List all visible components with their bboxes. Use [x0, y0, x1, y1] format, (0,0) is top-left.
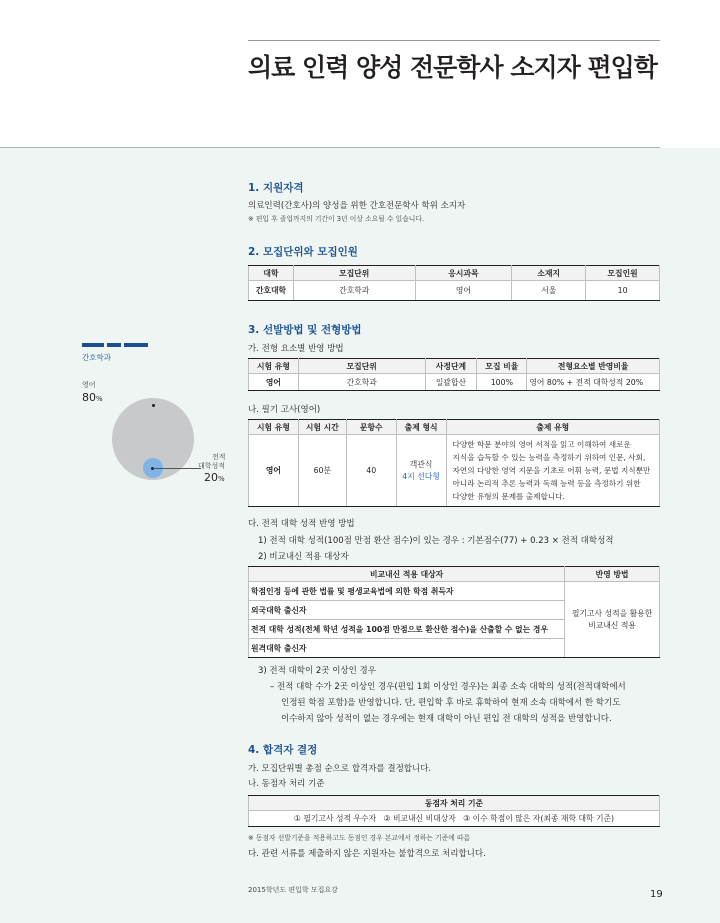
method-line: 비교내신 적용 — [588, 620, 636, 630]
pie-label-prior-2: 대학성적 — [198, 462, 226, 470]
td-unit: 간호학과 — [298, 374, 425, 391]
td-target: 학점인정 등에 관한 법률 및 평생교육법에 의한 학점 취득자 — [249, 582, 565, 601]
pie-value-prior-grades: 20% — [204, 471, 225, 484]
th-format: 출제 형식 — [396, 420, 446, 435]
td-subject: 영어 — [415, 281, 512, 301]
section-1-note: ※ 편입 후 졸업까지의 기간이 3년 이상 소요될 수 있습니다. — [248, 215, 425, 223]
format-multiple-choice: 4지 선다형 — [402, 471, 440, 481]
section-3b-heading: 나. 필기 고사(영어) — [248, 405, 321, 415]
th-exam-type: 시험 유형 — [249, 359, 299, 374]
th-weight: 전형요소별 반영비율 — [527, 359, 660, 374]
tie-break-table — [248, 795, 660, 827]
th-subject: 응시과목 — [415, 266, 512, 281]
written-exam-table — [248, 419, 660, 507]
th-unit: 모집단위 — [298, 359, 425, 374]
section-4a: 가. 모집단위별 총점 순으로 합격자를 결정합니다. — [248, 764, 432, 774]
th-quota: 모집인원 — [586, 266, 660, 281]
pie-value-english: 80% — [82, 391, 103, 404]
section-4c: 다. 관련 서류를 제출하지 않은 지원자는 불합격으로 처리합니다. — [248, 849, 486, 859]
th-ratio: 모집 비율 — [477, 359, 527, 374]
desc-line: 다양한 유형의 문제를 출제합니다. — [452, 492, 565, 501]
page-number: 19 — [650, 889, 663, 900]
section-1-title: 1. 지원자격 — [248, 182, 304, 194]
desc-line: 지식을 습득할 수 있는 능력을 측정하기 위하여 인문, 사회, — [452, 453, 646, 462]
selection-ratio-table — [248, 358, 660, 391]
th-location: 소재지 — [512, 266, 586, 281]
td-exam-time: 60분 — [298, 435, 346, 507]
th-tie-break: 동점자 처리 기준 — [249, 796, 660, 811]
th-item-count: 문항수 — [346, 420, 396, 435]
th-method: 반영 방법 — [565, 567, 660, 582]
format-objective: 객관식 — [409, 459, 433, 469]
sidebar-dept-label: 간호학과 — [82, 353, 111, 362]
section-4b: 나. 동점자 처리 기준 — [248, 779, 325, 789]
td-target: 전적 대학 성적(전체 학년 성적을 100점 만점으로 환산한 점수)을 산출할 수 없는 경우 — [249, 620, 565, 639]
th-unit: 모집단위 — [293, 266, 415, 281]
section-2-title: 2. 모집단위와 모집인원 — [248, 246, 358, 258]
pie-label-prior-1: 전적 — [212, 453, 226, 461]
method-line: 필기고사 성적을 활용한 — [571, 608, 653, 618]
td-unit: 간호학과 — [293, 281, 415, 301]
td-stage: 일괄합산 — [425, 374, 477, 391]
td-quota: 10 — [586, 281, 660, 301]
page-title: 의료 인력 양성 전문학사 소지자 편입학 — [248, 53, 657, 82]
td-ratio: 100% — [477, 374, 527, 391]
th-stage: 사정단계 — [425, 359, 477, 374]
section-3a-heading: 가. 전형 요소별 반영 방법 — [248, 344, 344, 354]
section-3-title: 3. 선발방법 및 전형방법 — [248, 324, 362, 336]
td-question-desc — [446, 435, 659, 507]
section-3c-heading: 다. 전적 대학 성적 반영 방법 — [248, 519, 355, 529]
section-3c-item3-line: – 전적 대학 수가 2곳 이상인 경우(편입 1회 이상인 경우)는 최종 소속 대학의 성적(전적대학에서 — [270, 682, 626, 692]
td-method — [565, 582, 660, 658]
pie-label-english: 영어 — [82, 381, 96, 389]
section-3c-item2: 2) 비교내신 적용 대상자 — [258, 552, 349, 562]
td-exam-type: 영어 — [249, 374, 299, 391]
desc-line: 아니라 논리적 추론 능력과 독해 능력 등을 측정하기 위한 — [452, 479, 641, 488]
page-header — [0, 0, 720, 148]
td-format — [396, 435, 446, 507]
td-target: 외국대학 출신자 — [249, 601, 565, 620]
section-1-body: 의료인력(간호사)의 양성을 위한 간호전문학사 학위 소지자 — [248, 201, 466, 211]
desc-line: 자연의 다양한 영역 지문을 기초로 어휘 능력, 문법 지식뿐만 — [452, 466, 651, 475]
th-exam-time: 시험 시간 — [298, 420, 346, 435]
pie-leader-line — [153, 468, 201, 469]
td-target: 원격대학 출신자 — [249, 639, 565, 658]
header-rule — [248, 40, 660, 41]
section-3c-item3: 3) 전적 대학이 2곳 이상인 경우 — [258, 666, 376, 676]
pie-marker-english — [152, 404, 155, 407]
td-weight: 영어 80% + 전적 대학성적 20% — [527, 374, 660, 391]
desc-line: 다양한 학문 분야의 영어 서적을 읽고 이해하여 새로운 — [452, 440, 631, 449]
section-3c-item3-line: 이수하지 않아 성적이 없는 경우에는 현재 대학이 아닌 편입 전 대학의 성적을 반영합니다. — [281, 714, 612, 724]
th-question-type: 출제 유형 — [446, 420, 659, 435]
td-item-count: 40 — [346, 435, 396, 507]
section-3c-item1: 1) 전적 대학 성적(100점 만점 환산 점수)이 있는 경우 : 기본점수(77) + 0.23 × 전적 대학성적 — [258, 536, 614, 546]
section-4-title: 4. 합격자 결정 — [248, 744, 318, 756]
comparative-grade-table — [248, 566, 660, 658]
recruitment-table — [248, 265, 660, 301]
td-exam-type: 영어 — [249, 435, 299, 507]
th-target: 비교내신 적용 대상자 — [249, 567, 565, 582]
th-exam-type: 시험 유형 — [249, 420, 299, 435]
section-4-note: ※ 동점자 선발기준을 적용하고도 동점인 경우 본교에서 정하는 기준에 따름 — [248, 834, 471, 842]
section-3c-item3-line: 인정된 학점 포함)을 반영합니다. 단, 편입학 후 바로 휴학하여 현재 소속 대학에서 한 학기도 — [281, 698, 621, 708]
footer-text: 2015학년도 편입학 모집요강 — [248, 886, 338, 894]
th-college: 대학 — [249, 266, 294, 281]
td-college: 간호대학 — [249, 281, 294, 301]
td-tie-break: ① 필기고사 성적 우수자 ② 비교내신 비대상자 ③ 이수 학점이 많은 자(최종 재학 대학 기준) — [249, 811, 660, 827]
td-location: 서울 — [512, 281, 586, 301]
